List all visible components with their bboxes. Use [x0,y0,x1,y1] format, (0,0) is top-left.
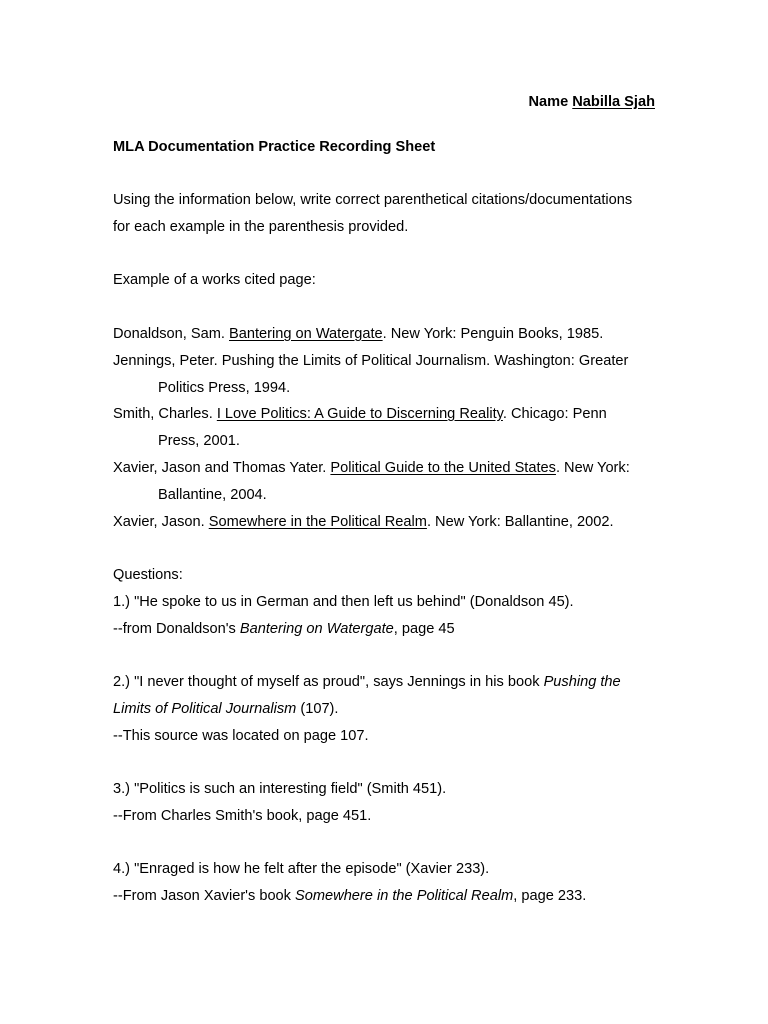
questions-heading: Questions: [113,567,183,583]
question-1: 1.) "He spoke to us in German and then left us behind" (Donaldson 45). [113,594,574,610]
instructions-line-1: Using the information below, write correct parenthetical citations/documentations [113,192,633,208]
question-text: 2.) "I never thought of myself as proud", says Jennings in his book [113,674,544,690]
works-cited-entry-continuation: Politics Press, 1994. [158,380,291,396]
works-cited-entry [113,325,603,343]
question-2-continuation [113,700,338,718]
source-text: --from Donaldson's [113,621,240,637]
source-text: , page 233. [513,888,587,904]
source-text: --From Jason Xavier's book [113,888,296,904]
entry-title: Bantering on Watergate [229,326,383,342]
entry-text: . New York: Ballantine, 2002. [426,514,614,530]
question-book-title: Limits of Political Journalism [113,701,297,717]
works-cited-entry [113,405,607,423]
entry-text: Xavier, Jason and Thomas Yater. [113,460,331,476]
question-4: 4.) "Enraged is how he felt after the episode" (Xavier 233). [113,861,490,877]
entry-text: . New York: [555,460,630,476]
source-text: , page 45 [393,621,455,637]
entry-title: I Love Politics: A Guide to Discerning Reality [216,406,503,422]
entry-text: . New York: Penguin Books, 1985. [382,326,604,342]
source-book-title: Bantering on Watergate [239,621,394,637]
works-cited-entry [113,513,614,531]
question-3: 3.) "Politics is such an interesting field" (Smith 451). [113,781,447,797]
works-cited-heading: Example of a works cited page: [113,272,316,288]
entry-text: Donaldson, Sam. [113,326,230,342]
works-cited-entry [113,352,628,370]
question-text: (107). [296,701,339,717]
works-cited-entry-continuation: Ballantine, 2004. [158,487,267,503]
question-3-source: --From Charles Smith's book, page 451. [113,808,372,824]
question-2-source: --This source was located on page 107. [113,728,369,744]
entry-text: . Chicago: Penn [502,406,607,422]
question-4-source [113,887,586,905]
source-book-title: Somewhere in the Political Realm [295,888,514,904]
works-cited-entry-continuation: Press, 2001. [158,433,240,449]
name-label: Name [528,94,569,110]
instructions-line-2: for each example in the parenthesis provided. [113,219,409,235]
entry-text: Jennings, Peter. Pushing the Limits of Political Journalism. Washington: Greater [113,353,629,369]
question-book-title: Pushing the [543,674,621,690]
entry-text: Xavier, Jason. [113,514,209,530]
entry-title: Somewhere in the Political Realm [208,514,427,530]
entry-text: Smith, Charles. [113,406,217,422]
question-1-source [113,620,455,638]
document-title: MLA Documentation Practice Recording Sheet [113,139,436,155]
works-cited-entry [113,459,630,477]
entry-title: Political Guide to the United States [330,460,556,476]
student-name-line [528,93,655,111]
student-name: Nabilla Sjah [572,94,655,110]
question-2 [113,673,621,691]
